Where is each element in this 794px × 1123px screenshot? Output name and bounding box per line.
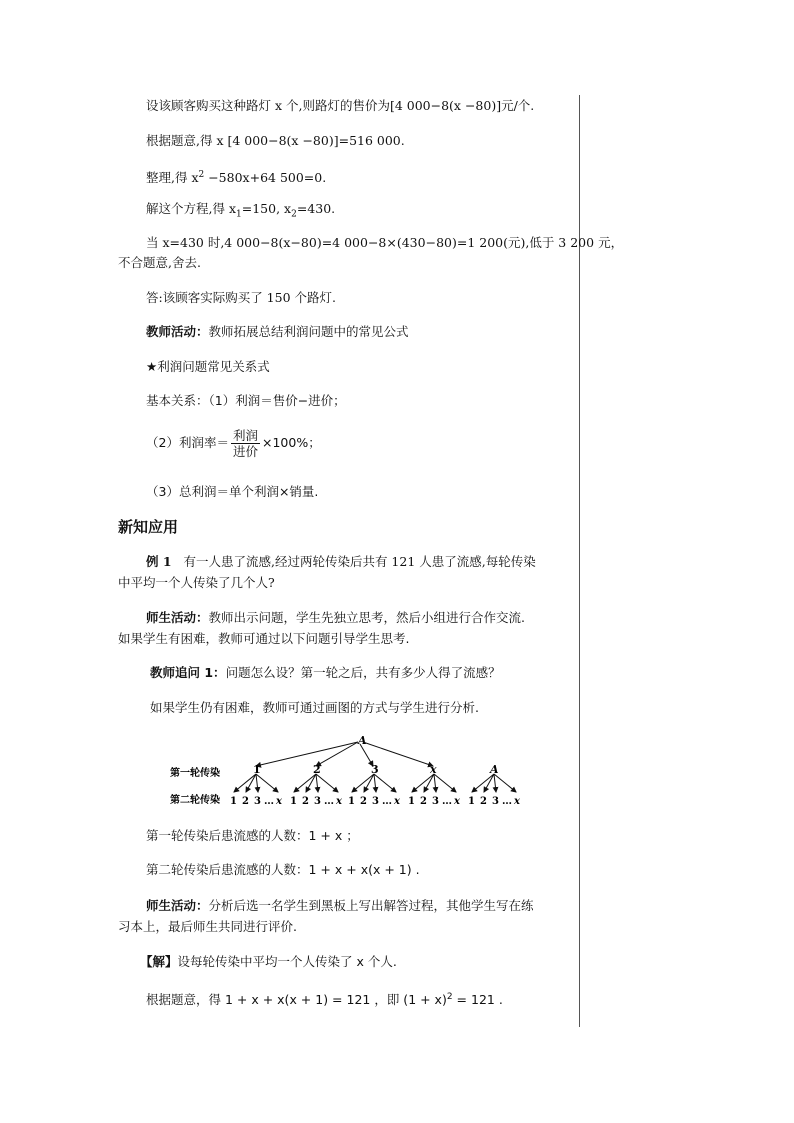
tree-leaf: … [324,796,334,807]
tree-leaf: 1 [290,796,297,807]
tree-node: 2 [313,763,321,776]
tree-leaf: … [264,796,274,807]
text: 有一人患了流感,经过两轮传染后共有 121 人患了流感,每轮传染 [183,554,536,569]
text-line [150,665,501,681]
text-line [146,201,335,223]
tree-leaf: … [442,796,452,807]
tree-node: 1 [253,763,261,776]
text: =430. [296,201,336,216]
superscript: 2 [198,170,205,180]
tree-leaf: 1 [468,796,475,807]
tree-node: 3 [371,763,379,776]
tree-leaf: 1 [230,796,237,807]
text-line: 基本关系：（1）利润＝售价−进价； [146,393,346,408]
text-line: ★利润问题常见关系式 [146,359,270,374]
text-line [146,898,534,914]
tree-leaf: 3 [432,796,439,807]
text-line [146,610,525,626]
text: 分析后选一名学生到黑板上写出解答过程，其他学生写在练 [208,898,534,913]
tree-leaf: 2 [302,796,309,807]
text: =150, x [241,201,292,216]
text-line: 当 x=430 时,4 000−8(x−80)=4 000−8×(430−80)=1 200(元),低于 3 200 元， [146,235,624,250]
text-line: （3）总利润＝单个利润×销量. [146,484,319,499]
text-line: 第一轮传染后患流感的人数：1 + x ； [146,828,359,843]
text-line [140,954,397,970]
tree-leaf: x [454,796,460,807]
text-line [146,167,326,186]
tree-leaf: 2 [420,796,427,807]
fraction [231,428,260,459]
text-line: 习本上，最后师生共同进行评价. [118,919,297,934]
text-line [146,554,536,570]
section-heading: 新知应用 [118,518,179,536]
tree-leaf: x [276,796,282,807]
tree-leaf: 2 [360,796,367,807]
text-line: 设该顾客购买这种路灯 x 个,则路灯的售价为[4 000−8(x −80)]元/个. [146,98,535,113]
text-line: 第二轮传染后患流感的人数：1 + x + x(x + 1) . [146,862,420,877]
tree-leaf: 2 [480,796,487,807]
text: 教师拓展总结利润问题中的常见公式 [208,324,409,339]
subscript: 1 [236,209,242,220]
label: 师生活动： [146,898,209,913]
text: 问题怎么设？第一轮之后，共有多少人得了流感？ [225,665,501,680]
tree-node: x [430,763,437,776]
tree-leaf: x [514,796,520,807]
text: 解这个方程,得 x [146,201,236,216]
subscript: 2 [291,209,297,220]
label: 教师活动： [146,324,209,339]
round2-label: 第二轮传染 [170,795,220,806]
text: 整理,得 x [146,170,199,186]
text-line: 答:该顾客实际购买了 150 个路灯. [146,290,336,305]
text-line: 不合题意,舍去. [118,255,201,270]
infection-tree-diagram [168,732,528,808]
tree-leaf: 3 [372,796,379,807]
tree-leaf: 3 [492,796,499,807]
tree-leaf: 1 [348,796,355,807]
formula-line [146,428,321,459]
text: = 121 . [452,992,503,1008]
denominator: 进价 [232,444,258,459]
tree-leaf: x [336,796,342,807]
label: 教师追问 1： [150,665,226,680]
tree-node: A [490,763,499,776]
text: 设每轮传染中平均一个人传染了 x 个人. [177,954,397,969]
tree-leaf: 1 [408,796,415,807]
label: 例 1 [146,554,172,569]
tree-leaf: x [394,796,400,807]
text-line [146,989,503,1008]
text: ×100%； [261,435,321,450]
text: （2）利润率＝ [146,435,229,450]
text-line: 如果学生仍有困难，教师可通过画图的方式与学生进行分析. [150,700,479,715]
text-line: 根据题意,得 x [4 000−8(x −80)]=516 000. [146,133,405,148]
label: 【解】 [140,954,178,969]
numerator: 利润 [232,428,258,443]
root-node-label: A [358,734,367,747]
tree-leaf: 2 [242,796,249,807]
label: 师生活动： [146,610,209,625]
text-line: 中平均一个人传染了几个人? [118,575,275,590]
tree-leaf: … [502,796,512,807]
text-line [146,324,409,340]
text-line: 如果学生有困难，教师可通过以下问题引导学生思考. [118,631,410,646]
tree-leaf: 3 [314,796,321,807]
round1-label: 第一轮传染 [170,768,220,779]
text: 教师出示问题，学生先独立思考，然后小组进行合作交流. [208,610,525,625]
text: 根据题意，得 1 + x + x(x + 1) = 121 ，即 (1 + x) [146,992,447,1008]
superscript: 2 [446,992,453,1002]
tree-leaf: 3 [254,796,261,807]
text: −580x+64 500=0. [204,170,327,186]
tree-leaf: … [382,796,392,807]
